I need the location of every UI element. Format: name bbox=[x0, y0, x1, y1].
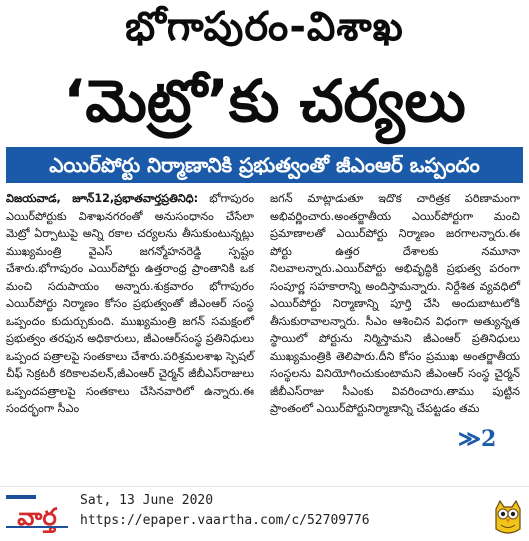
continued-marker: ≫2 bbox=[458, 426, 497, 452]
edition-date: Sat, 13 June 2020 bbox=[80, 493, 214, 508]
headline-line-2: ‘మెట్రో’కు చర్యలు bbox=[63, 67, 466, 135]
epaper-footer bbox=[0, 486, 529, 541]
article-left-text: భోగాపురం ఎయిర్‌పోర్టుకు విశాఖనగరంతో అనుసంధానం చేసేలా మెట్రో ఏర్పాటుపై అన్ని రకాల చర్యలను తీసుకుంటున్నట్లు ముఖ్యమంత్రి వైఎస్‌ జగన్మోహనరెడ్డి స్పష్టం చేశారు.భోగాపురం ఎయిర్‌పోర్టు ఉత్తరాంధ్ర ప్రాంతానికి ఒక మంచి సదుపాయం అన్నారు.శుక్రవారం భోగాపురం ఎయిర్‌పోర్టు నిర్మాణం కోసం ప్రభుత్వంతో జీఎంఆర్‌ సంస్థ ఒప్పందం కుదుర్చుకుంది. ముఖ్యమంత్రి జగన్‌ సమక్షంలో ప్రభుత్వం తరఫున అధికారులు, జీఎంఆర్‌సంస్థ ప్రతినిధులు ఒప్పంద పత్రాలపై సంతకాలు చేశారు.పరిశ్రమలశాఖ స్పెషల్‌ చీఫ్‌ సెక్రటరీ కరికాలవలన్‌,జీఎంఆర్‌ చైర్మన్‌ జీబీఎస్‌రాజులు ఒప్పందపత్రాలపై సంతకాలు చేసినవారిలో ఉన్నారు.ఈ సందర్భంగా సీఎం bbox=[6, 192, 254, 415]
epaper-url[interactable]: https://epaper.vaartha.com/c/52709776 bbox=[80, 513, 370, 528]
owl-mascot-icon bbox=[492, 499, 524, 535]
article-dateline: విజయవాడ, జూన్‌12,ప్రభాతవార్తప్రతినిధి: bbox=[6, 192, 199, 205]
article-column-right bbox=[270, 190, 520, 418]
logo-text: వార్త bbox=[17, 503, 57, 531]
footer-meta bbox=[80, 491, 370, 531]
subheadline-text: ఎయిర్‌పోర్టు నిర్మాణానికి ప్రభుత్వంతో జీఎంఆర్‌ ఒప్పందం bbox=[49, 153, 480, 177]
headline-line-1: భోగాపురం-విశాఖ bbox=[125, 4, 404, 50]
article-right-text: జగన్‌ మాట్లాడుతూ ఇదొక చారిత్రక పరిణామంగా అభివర్ణించారు.అంతర్జాతీయ ఎయిర్‌పోర్టుగా మంచి ప్రమాణాలతో ఎయిర్‌పోర్టు నిర్మాణం జరగాలన్నారు.ఈ పోర్టు ఉత్తర దేశాలకు నమూనా నిలవాలన్నారు.ఎయిర్‌పోర్టు అభివృద్ధికి ప్రభుత్వ పరంగా సంపూర్ణ సహకారాన్ని అందిస్తామన్నారు. నిర్దేశిత వ్యవధిలో ఎయిర్‌పోర్టు నిర్మాణాన్ని పూర్తి చేసి అందుబాటులోకి తీసుకురావాలన్నారు. సీఎం ఆశించిన విధంగా అత్యున్నత స్థాయిలో పోర్టును నిర్మిస్తామని జీఎంఆర్‌ ప్రతినిధులు ముఖ్యమంత్రికి తెలిపారు.దీని కోసం ప్రముఖ అంతర్జాతీయ సంస్థలను వినియోగించుకుంటామని జీఎంఆర్‌ సంస్థ చైర్మన్‌ జీబీఎస్‌రాజు సీఎంకు వివరించారు.తాము పుట్టిన ప్రాంతంలో ఎయిర్‌పోర్టునిర్మాణాన్ని చేపట్టడం తమ bbox=[270, 192, 520, 415]
subheadline-banner bbox=[6, 147, 523, 183]
article-column-left bbox=[6, 190, 254, 418]
vaartha-logo[interactable] bbox=[4, 493, 70, 533]
